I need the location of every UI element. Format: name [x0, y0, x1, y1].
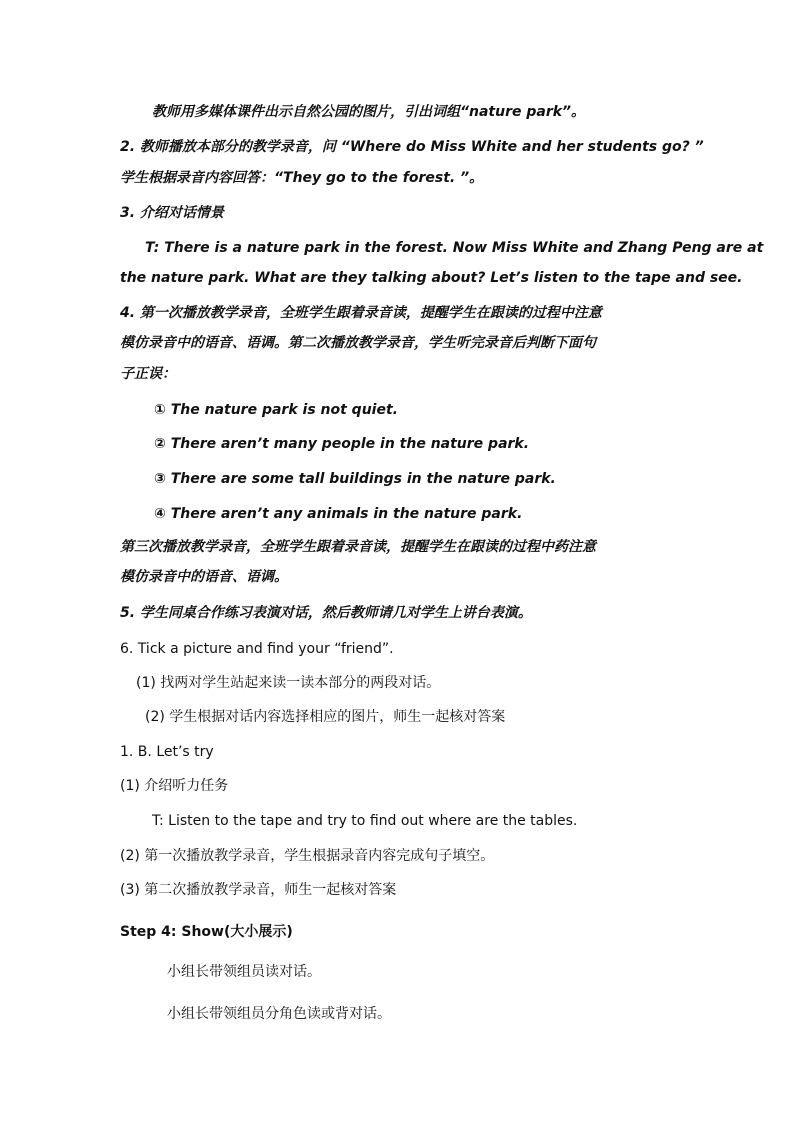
text-line-lets-try-2: (2) 第一次播放教学录音，学生根据录音内容完成句子填空。	[120, 848, 495, 864]
heading-step-4-show: Step 4: Show(大小展示)	[120, 924, 293, 940]
list-item-statement-2: ② There aren’t many people in the nature park.	[154, 436, 530, 452]
text-line-step-4-b: 模仿录音中的语音、语调。第二次播放教学录音，学生听完录音后判断下面句	[120, 335, 596, 351]
text-line-intro-nature-park: 教师用多媒体课件出示自然公园的图片，引出词组“nature park”。	[152, 104, 586, 120]
text-line-lets-try-teacher: T: Listen to the tape and try to find out where are the tables.	[152, 813, 578, 829]
text-line-third-play-a: 第三次播放教学录音，全班学生跟着录音读，提醒学生在跟读的过程中药注意	[120, 539, 596, 555]
text-line-step-2-question: 2. 教师播放本部分的教学录音，问 “Where do Miss White and her students go? ”	[120, 139, 704, 155]
list-item-statement-3: ③ There are some tall buildings in the nature park.	[154, 471, 556, 487]
text-line-third-play-b: 模仿录音中的语音、语调。	[120, 569, 288, 585]
text-line-lets-try-3: (3) 第二次播放教学录音，师生一起核对答案	[120, 882, 397, 898]
text-line-teacher-context-1: T: There is a nature park in the forest. Now Miss White and Zhang Peng are at	[145, 240, 764, 256]
text-line-step-3-heading: 3. 介绍对话情景	[120, 205, 224, 221]
text-line-step-6-sub-1: (1) 找两对学生站起来读一读本部分的两段对话。	[136, 675, 441, 691]
text-line-show-2: 小组长带领组员分角色读或背对话。	[167, 1006, 391, 1022]
text-line-step-6: 6. Tick a picture and find your “friend”.	[120, 641, 394, 657]
text-line-step-4-a: 4. 第一次播放教学录音，全班学生跟着录音读，提醒学生在跟读的过程中注意	[120, 305, 602, 321]
text-line-step-5: 5. 学生同桌合作练习表演对话，然后教师请几对学生上讲台表演。	[120, 605, 532, 621]
text-line-step-2-answer: 学生根据录音内容回答：“They go to the forest. ”。	[120, 170, 484, 186]
text-line-lets-try-1: (1) 介绍听力任务	[120, 778, 229, 794]
text-line-step-4-c: 子正误：	[120, 366, 176, 382]
list-item-statement-1: ① The nature park is not quiet.	[154, 402, 398, 418]
text-line-step-6-sub-2: (2) 学生根据对话内容选择相应的图片，师生一起核对答案	[145, 709, 506, 725]
list-item-statement-4: ④ There aren’t any animals in the nature park.	[154, 506, 523, 522]
text-line-teacher-context-2: the nature park. What are they talking about? Let’s listen to the tape and see.	[120, 270, 743, 286]
text-line-section-lets-try: 1. B. Let’s try	[120, 744, 214, 760]
text-line-show-1: 小组长带领组员读对话。	[167, 964, 321, 980]
